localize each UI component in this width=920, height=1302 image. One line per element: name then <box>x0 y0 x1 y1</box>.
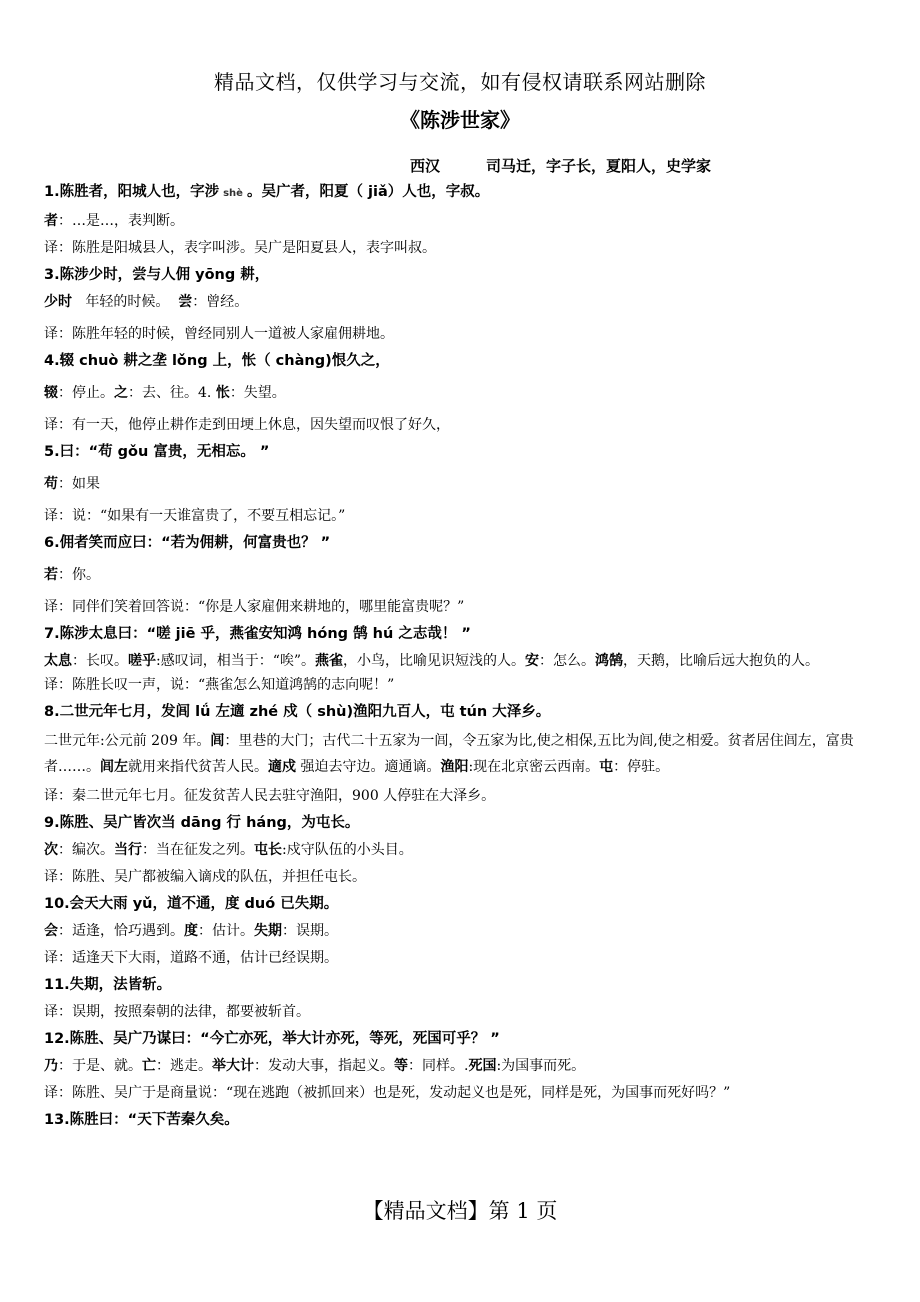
note-text: ：当在征发之列。 <box>142 842 254 858</box>
page-footer: 【精品文档】第 1 页 <box>362 1199 558 1223</box>
source-text: 。吴广者，阳夏（ jiǎ）人也，字叔。 <box>246 184 490 200</box>
translation-line-11: 译：误期，按照秦朝的法律，都要被斩首。 <box>44 1004 310 1020</box>
source-line-9: 9.陈胜、吴广皆次当 dāng 行 háng，为屯长。 <box>44 815 360 831</box>
note-line-5 <box>44 473 878 495</box>
note-line-8 <box>44 728 878 780</box>
note-line-12 <box>44 1055 878 1077</box>
source-line-5: 5.曰：“苟 gǒu 富贵，无相忘。 ” <box>44 444 270 460</box>
note-term: 闾 <box>210 733 225 749</box>
note-line-7 <box>44 650 878 672</box>
note-text: ：逃走。 <box>156 1058 212 1074</box>
note-text: ：曾经。 <box>192 294 249 310</box>
author-line <box>410 155 711 176</box>
note-text: ：于是、就。 <box>58 1058 142 1074</box>
author-dynasty: 西汉 <box>410 157 441 175</box>
note-line-3 <box>44 291 878 313</box>
note-term: 死国 <box>468 1058 497 1074</box>
source-line-11: 11.失期，法皆斩。 <box>44 977 172 993</box>
translation-line-7: 译：陈胜长叹一声，说：“燕雀怎么知道鸿鹄的志向呢！” <box>44 677 395 693</box>
note-term: 屯 <box>599 759 614 775</box>
note-term: 怅 <box>215 385 230 401</box>
source-line-6: 6.佣者笑而应曰：“若为佣耕，何富贵也？ ” <box>44 535 331 551</box>
note-text: :感叹词，相当于：“唉”。 <box>156 653 316 669</box>
source-line-13: 13.陈胜曰：“天下苦秦久矣。 <box>44 1112 239 1128</box>
note-text: 年轻的时候。 <box>72 294 179 310</box>
note-text: ：误期。 <box>282 923 338 939</box>
note-line-6 <box>44 564 878 586</box>
note-term: 苟 <box>44 476 58 492</box>
note-line-10 <box>44 920 878 942</box>
note-term: 少时 <box>44 294 72 310</box>
note-term: 屯长 <box>254 842 282 858</box>
translation-line-10: 译：适逢天下大雨，道路不通，估计已经误期。 <box>44 950 338 966</box>
note-text: 二世元年:公元前 209 年。 <box>44 733 211 749</box>
source-line-10: 10.会天大雨 yǔ，道不通，度 duó 已失期。 <box>44 896 339 912</box>
note-text: ：怎么。 <box>539 653 596 669</box>
note-term: 渔阳 <box>440 759 469 775</box>
note-term: 嗟乎 <box>128 653 156 669</box>
note-term: 亡 <box>142 1058 156 1074</box>
note-term: 失期 <box>254 923 282 939</box>
note-term: 者 <box>44 213 58 229</box>
translation-line-3: 译：陈胜年轻的时候，曾经同别人一道被人家雇佣耕地。 <box>44 326 394 342</box>
note-text: ：停止。 <box>58 385 114 401</box>
note-text: ：估计。 <box>198 923 254 939</box>
note-text: ：发动大事，指起义。 <box>254 1058 394 1074</box>
note-text: ：…是…，表判断。 <box>58 213 184 229</box>
pinyin-annotation: shè <box>223 188 243 199</box>
note-text: ，天鹅，比喻后远大抱负的人。 <box>623 653 820 669</box>
note-text: 强迫去守边。適通谪。 <box>296 759 441 775</box>
translation-line-1: 译：陈胜是阳城县人，表字叫涉。吴广是阳夏县人，表字叫叔。 <box>44 240 436 256</box>
note-term: 若 <box>44 567 58 583</box>
note-term: 当行 <box>114 842 142 858</box>
note-term: 会 <box>44 923 58 939</box>
note-term: 闾左 <box>100 759 128 775</box>
document-title: 《陈涉世家》 <box>400 108 520 132</box>
note-text: ：同样。. <box>408 1058 469 1074</box>
note-text: ：去、往。4. <box>128 385 216 401</box>
translation-line-5: 译：说：“如果有一天谁富贵了，不要互相忘记。” <box>44 508 346 524</box>
translation-line-9: 译：陈胜、吴广都被编入谪戍的队伍，并担任屯长。 <box>44 869 366 885</box>
source-text: 1.陈胜者，阳城人也，字涉 <box>44 184 220 200</box>
note-text: ：适逢，恰巧遇到。 <box>58 923 184 939</box>
note-term: 燕雀 <box>315 653 344 669</box>
note-text: ：里巷的大门；古代二十五家为一闾，令五家为比,使之相保,五比为闾,使之相爱。贫者居住闾左，富贵者……。 <box>44 733 854 775</box>
note-term: 太息 <box>44 653 72 669</box>
note-term: 安 <box>525 653 540 669</box>
note-text: :戍守队伍的小头目。 <box>282 842 413 858</box>
source-line-1 <box>44 181 878 205</box>
note-term: 尝 <box>178 294 193 310</box>
note-text: ：长叹。 <box>72 653 128 669</box>
note-term: 举大计 <box>212 1058 254 1074</box>
translation-line-6: 译：同伴们笑着回答说：“你是人家雇佣来耕地的，哪里能富贵呢？” <box>44 599 465 615</box>
note-text: ：编次。 <box>58 842 114 858</box>
note-term: 乃 <box>44 1058 58 1074</box>
note-term: 適戍 <box>268 759 296 775</box>
translation-line-12: 译：陈胜、吴广于是商量说：“现在逃跑（被抓回来）也是死，发动起义也是死，同样是死，为国事而死好吗？” <box>44 1085 731 1101</box>
note-text: ：停驻。 <box>613 759 670 775</box>
translation-line-8: 译：秦二世元年七月。征发贫苦人民去驻守渔阳，900 人停驻在大泽乡。 <box>44 788 496 804</box>
note-line-9 <box>44 839 878 861</box>
source-line-3: 3.陈涉少时，尝与人佣 yōng 耕， <box>44 267 270 283</box>
document-body <box>44 181 878 1136</box>
note-term: 次 <box>44 842 58 858</box>
note-term: 鸿鹄 <box>595 653 624 669</box>
source-line-12: 12.陈胜、吴广乃谋曰：“今亡亦死，举大计亦死，等死，死国可乎？ ” <box>44 1031 500 1047</box>
note-text: :为国事而死。 <box>496 1058 586 1074</box>
note-line-1 <box>44 210 878 232</box>
note-text: ，小鸟，比喻见识短浅的人。 <box>343 653 526 669</box>
source-line-4: 4.辍 chuò 耕之垄 lǒng 上，怅（ chàng)恨久之， <box>44 353 390 369</box>
note-term: 辍 <box>44 385 58 401</box>
author-info: 司马迁，字子长，夏阳人，史学家 <box>486 157 712 175</box>
note-text: ：失望。 <box>229 385 286 401</box>
note-term: 之 <box>114 385 128 401</box>
note-text: ：你。 <box>58 567 100 583</box>
note-term: 等 <box>394 1058 408 1074</box>
translation-line-4: 译：有一天，他停止耕作走到田埂上休息，因失望而叹恨了好久， <box>44 417 450 433</box>
note-text: 就用来指代贫苦人民。 <box>128 759 268 775</box>
note-term: 度 <box>184 923 198 939</box>
source-line-7: 7.陈涉太息曰：“嗟 jiē 乎，燕雀安知鸿 hóng 鹄 hú 之志哉！ ” <box>44 626 471 642</box>
source-line-8: 8.二世元年七月，发闾 lǘ 左適 zhé 戍（ shù)渔阳九百人，屯 tún 大泽乡。 <box>44 704 551 720</box>
note-text: :现在北京密云西南。 <box>468 759 600 775</box>
header-disclaimer: 精品文档，仅供学习与交流，如有侵权请联系网站删除 <box>214 70 706 94</box>
note-line-4 <box>44 382 878 404</box>
note-text: ：如果 <box>58 476 100 492</box>
